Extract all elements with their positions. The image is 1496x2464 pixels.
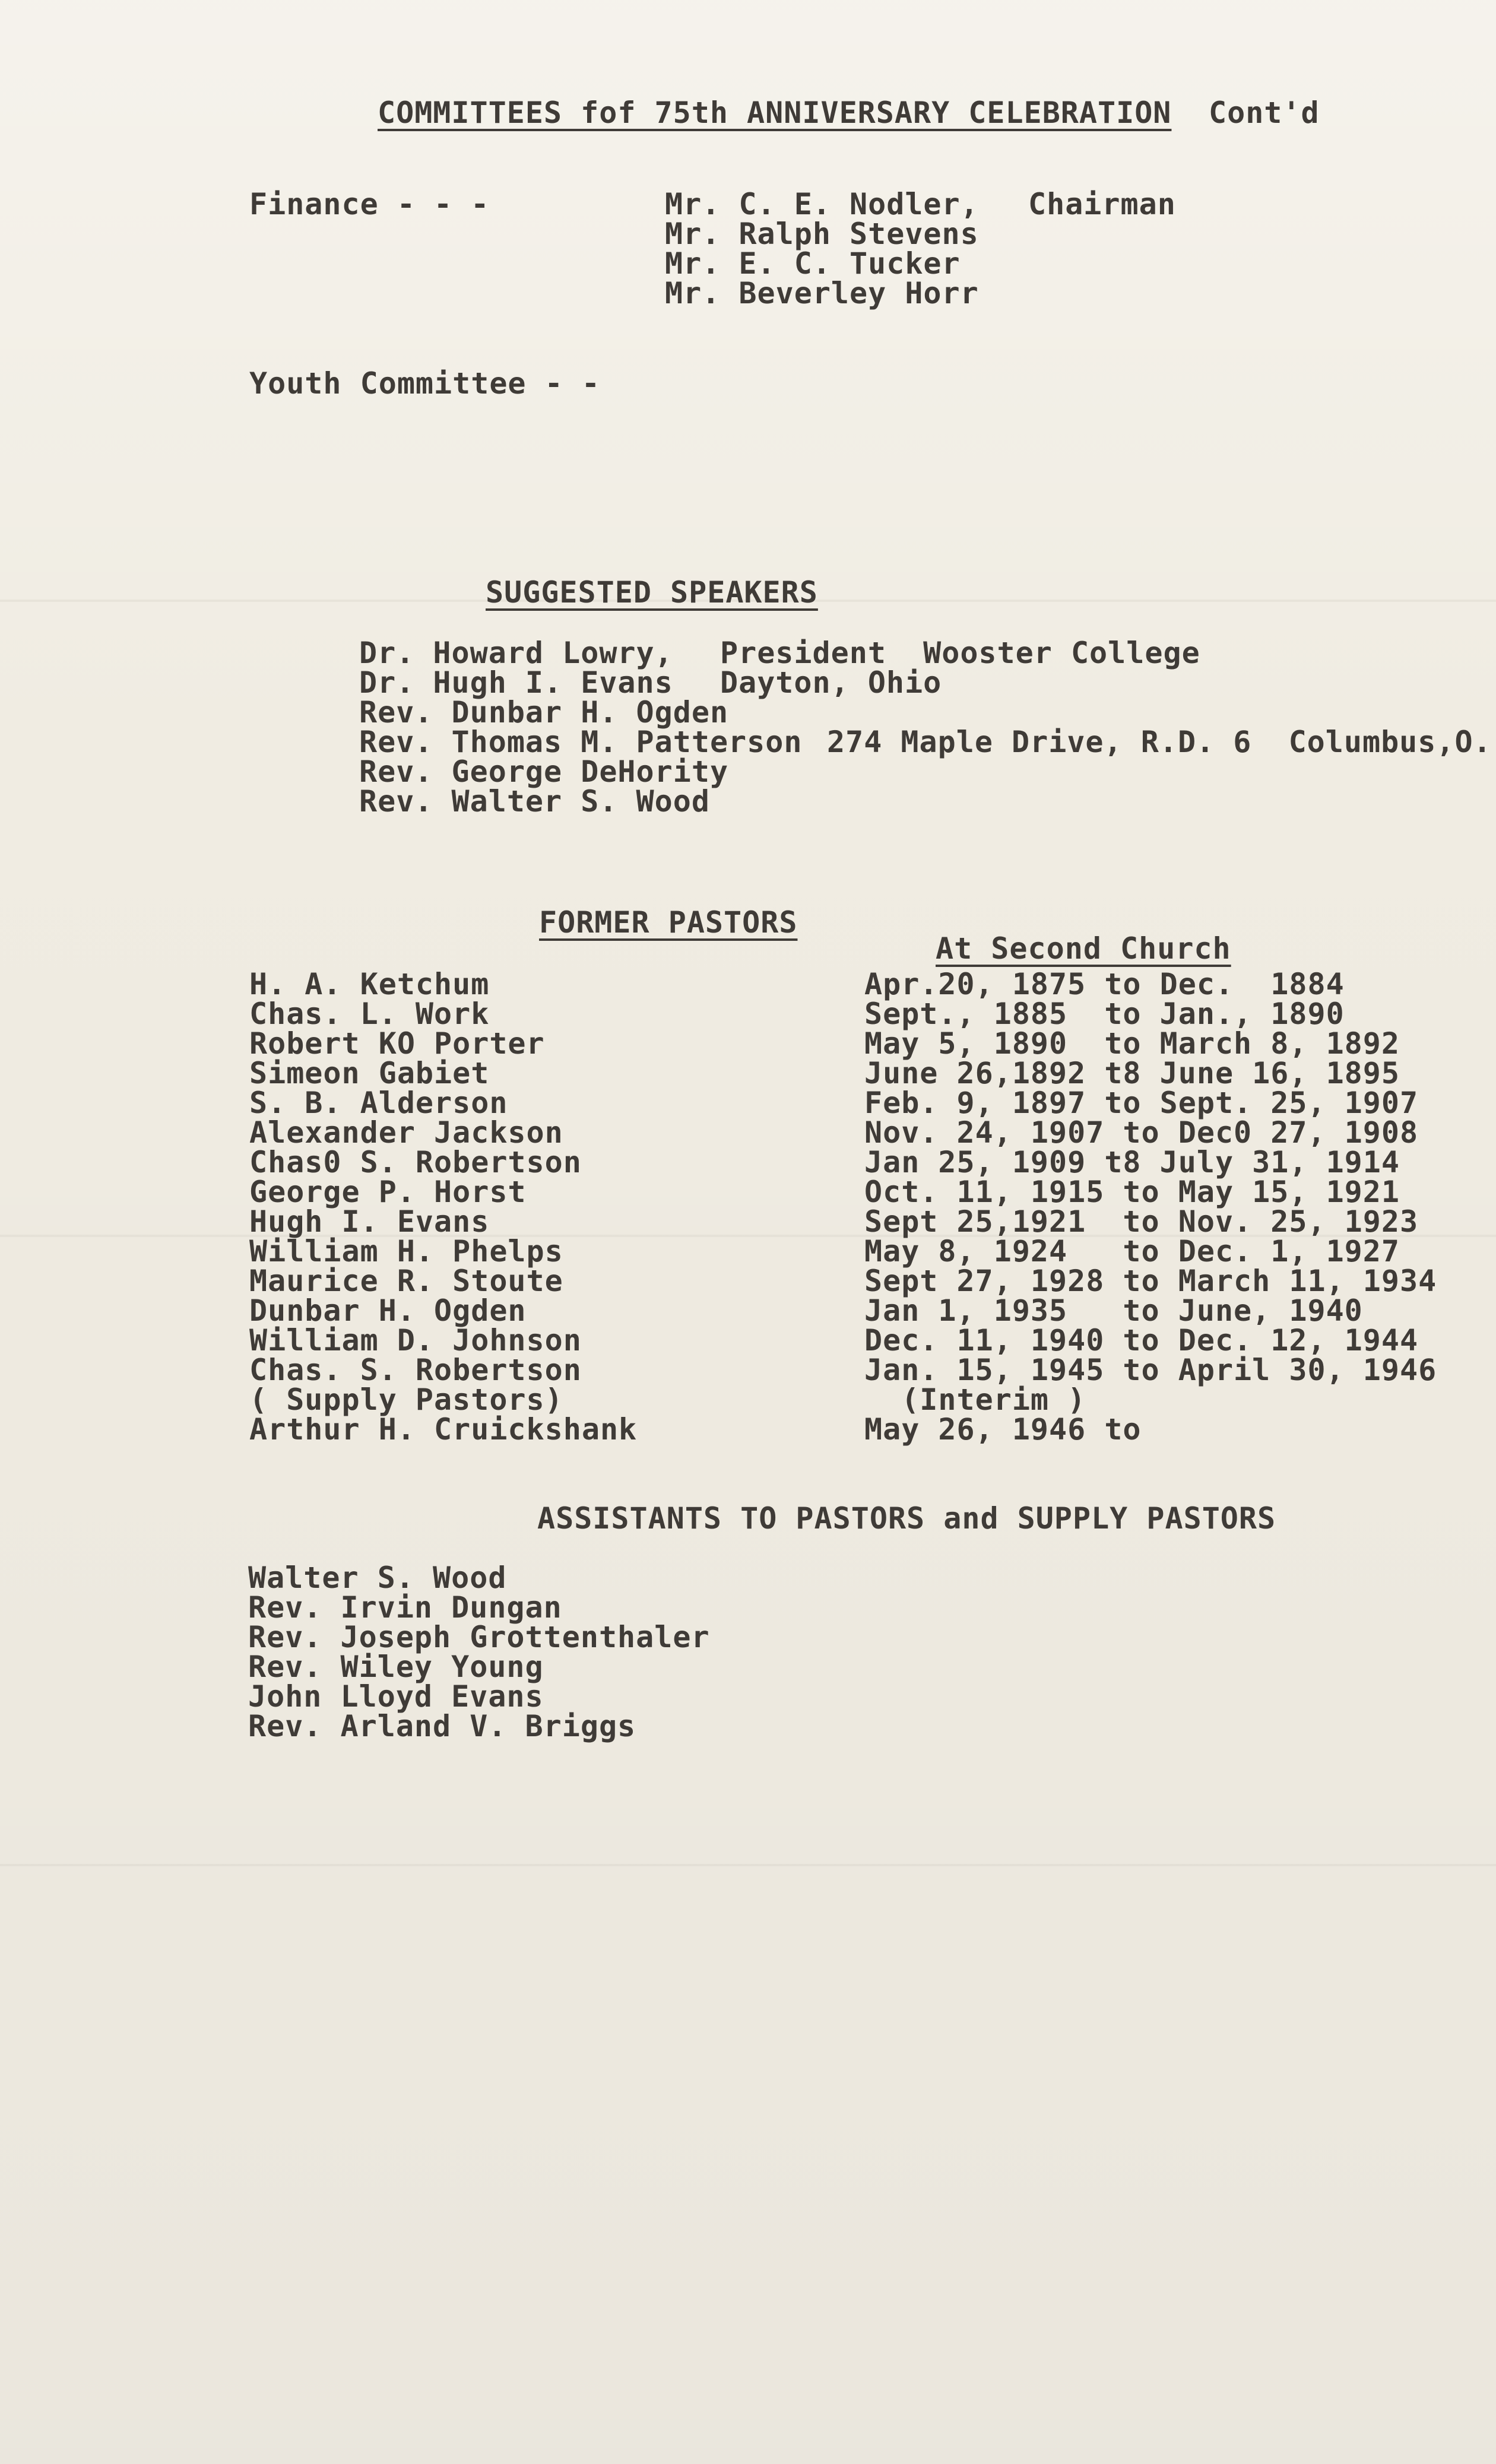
finance-member: Mr. E. C. Tucker: [665, 246, 961, 281]
pastor-dates: Feb. 9, 1897 to Sept. 25, 1907: [864, 1086, 1419, 1120]
pastor-dates: Dec. 11, 1940 to Dec. 12, 1944: [864, 1323, 1419, 1358]
pastor-name: Hugh I. Evans: [249, 1204, 490, 1239]
pastor-dates: Apr.20, 1875 to Dec. 1884: [864, 967, 1345, 1001]
pastor-dates: May 26, 1946 to: [864, 1412, 1142, 1447]
speaker-name: Dr. Hugh I. Evans: [359, 665, 673, 700]
pastor-name: Simeon Gabiet: [249, 1056, 490, 1090]
pastor-name: William H. Phelps: [249, 1234, 563, 1269]
document-title: COMMITTEES fof 75th ANNIVERSARY CELEBRATION: [378, 96, 1172, 130]
pastor-dates: June 26,1892 t8 June 16, 1895: [864, 1056, 1400, 1090]
paper-fold-line: [0, 1864, 1496, 1866]
at-second-church-heading: At Second Church: [936, 931, 1231, 966]
assistant-name: John Lloyd Evans: [248, 1679, 544, 1714]
pastor-name: Dunbar H. Ogden: [249, 1293, 527, 1328]
finance-label: Finance - - -: [249, 187, 490, 221]
pastor-name: Alexander Jackson: [249, 1115, 563, 1150]
assistants-heading: ASSISTANTS TO PASTORS and SUPPLY PASTORS: [537, 1501, 1276, 1536]
speaker-name: Rev. Dunbar H. Ogden: [359, 695, 729, 730]
pastor-name: S. B. Alderson: [249, 1086, 508, 1120]
pastor-dates: (Interim ): [864, 1382, 1086, 1417]
pastor-name: ( Supply Pastors): [249, 1382, 563, 1417]
speaker-name: Rev. George DeHority: [359, 754, 729, 789]
assistant-name: Rev. Wiley Young: [248, 1650, 544, 1684]
pastor-dates: Jan 1, 1935 to June, 1940: [864, 1293, 1363, 1328]
speaker-name: Rev. Walter S. Wood: [359, 784, 710, 819]
pastor-dates: May 8, 1924 to Dec. 1, 1927: [864, 1234, 1400, 1269]
continued-label: Cont'd: [1209, 96, 1320, 130]
former-pastors-heading: FORMER PASTORS: [539, 905, 798, 940]
speaker-name: Dr. Howard Lowry,: [359, 636, 673, 670]
pastor-name: Arthur H. Cruickshank: [249, 1412, 638, 1447]
youth-committee-label: Youth Committee - -: [249, 366, 600, 401]
pastor-dates: Oct. 11, 1915 to May 15, 1921: [864, 1175, 1400, 1209]
pastor-name: George P. Horst: [249, 1175, 527, 1209]
assistant-name: Walter S. Wood: [248, 1561, 507, 1595]
pastor-name: William D. Johnson: [249, 1323, 582, 1358]
pastor-name: Chas. S. Robertson: [249, 1353, 582, 1387]
finance-member: Mr. Ralph Stevens: [665, 217, 979, 251]
speaker-name: Rev. Thomas M. Patterson: [359, 725, 803, 759]
assistant-name: Rev. Joseph Grottenthaler: [248, 1620, 710, 1654]
finance-member: Mr. C. E. Nodler,: [665, 187, 979, 221]
pastor-name: H. A. Ketchum: [249, 967, 490, 1001]
assistant-name: Rev. Irvin Dungan: [248, 1590, 562, 1625]
pastor-name: Chas0 S. Robertson: [249, 1145, 582, 1179]
pastor-name: Robert KO Porter: [249, 1026, 545, 1061]
pastor-dates: Jan 25, 1909 t8 July 31, 1914: [864, 1145, 1400, 1179]
pastor-dates: May 5, 1890 to March 8, 1892: [864, 1026, 1400, 1061]
pastor-dates: Sept 27, 1928 to March 11, 1934: [864, 1264, 1437, 1298]
pastor-name: Chas. L. Work: [249, 997, 490, 1031]
assistant-name: Rev. Arland V. Briggs: [248, 1709, 636, 1743]
pastor-dates: Sept., 1885 to Jan., 1890: [864, 997, 1345, 1031]
pastor-dates: Nov. 24, 1907 to Dec0 27, 1908: [864, 1115, 1419, 1150]
pastor-name: Maurice R. Stoute: [249, 1264, 563, 1298]
finance-member: Mr. Beverley Horr: [665, 276, 979, 310]
finance-chair-role: Chairman: [1028, 187, 1176, 221]
speakers-heading: SUGGESTED SPEAKERS: [486, 575, 818, 610]
speaker-detail: Dayton, Ohio: [720, 665, 942, 700]
speaker-detail: President Wooster College: [720, 636, 1200, 670]
speaker-detail: 274 Maple Drive, R.D. 6 Columbus,O.: [827, 725, 1492, 759]
pastor-dates: Sept 25,1921 to Nov. 25, 1923: [864, 1204, 1419, 1239]
pastor-dates: Jan. 15, 1945 to April 30, 1946: [864, 1353, 1437, 1387]
